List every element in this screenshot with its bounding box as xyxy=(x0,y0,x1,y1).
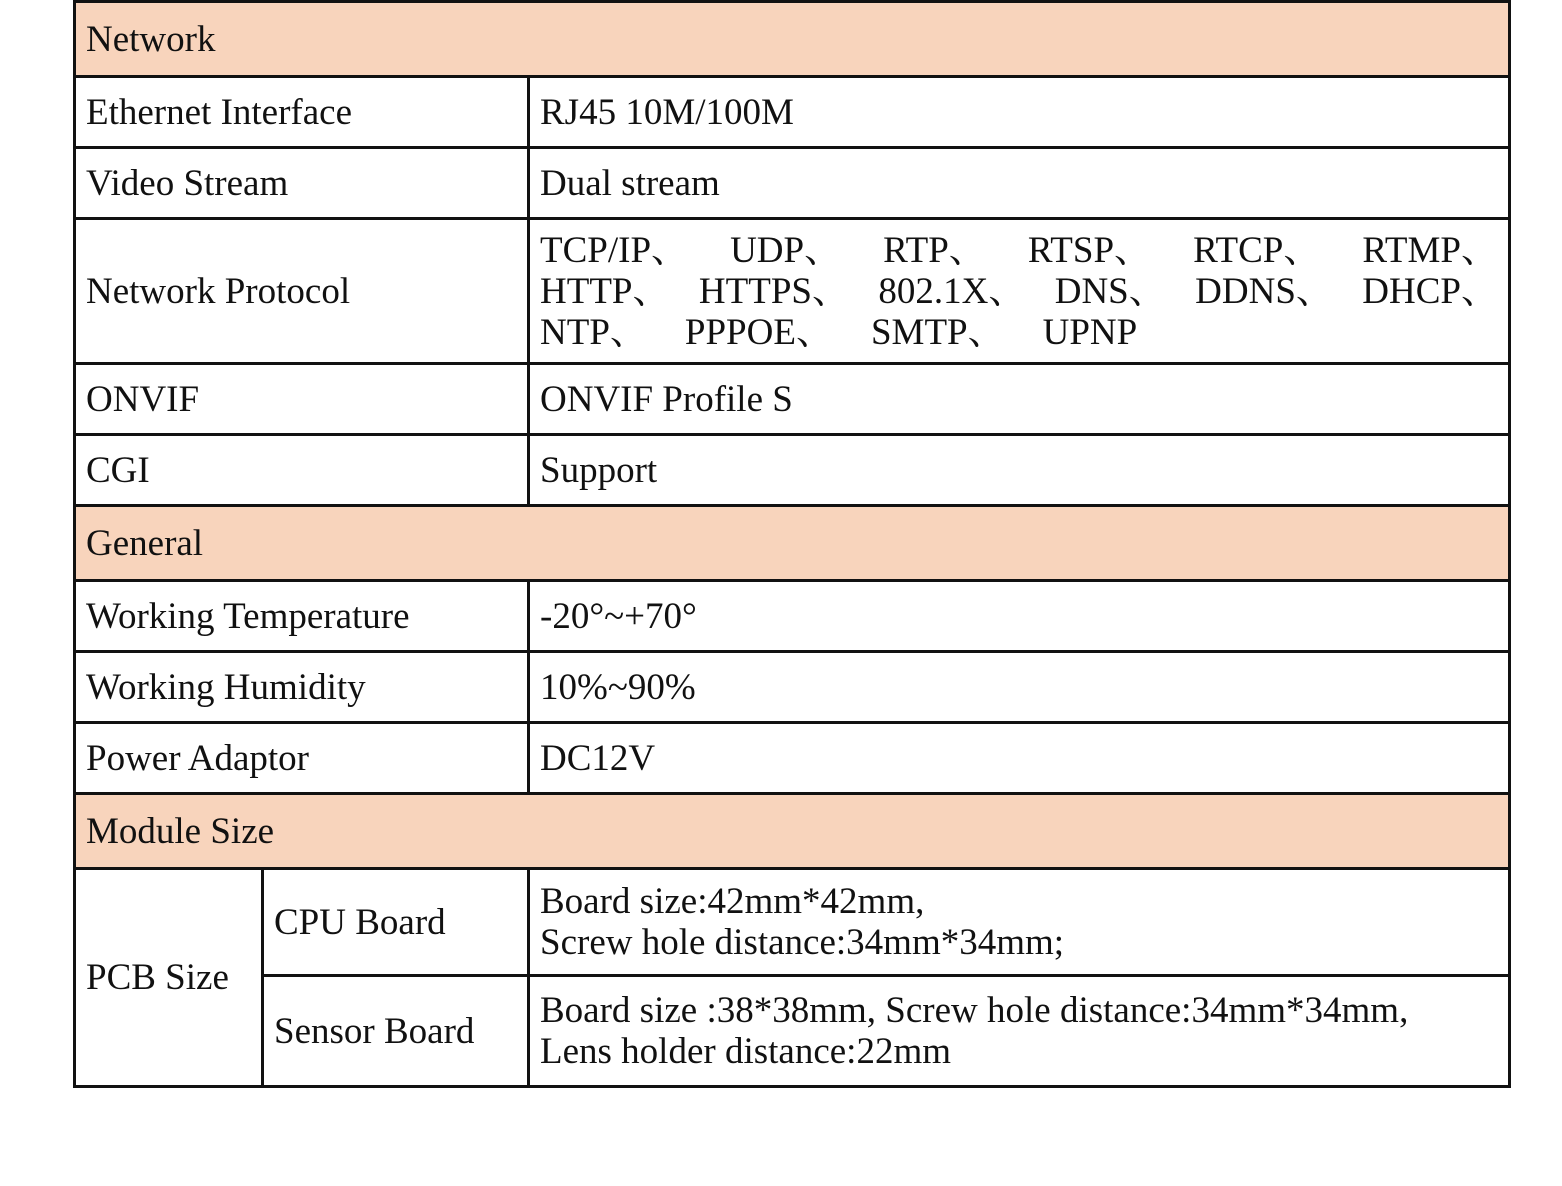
sensor-board-line: Board size :38*38mm, Screw hole distance:34mm*34mm, xyxy=(540,990,1409,1031)
protocol-line-2 xyxy=(540,271,1498,312)
spec-label-humidity: Working Humidity xyxy=(75,652,529,723)
protocol-item: RTSP、 xyxy=(1027,229,1152,271)
spec-label-onvif: ONVIF xyxy=(75,364,529,435)
spec-value-temperature: -20°~+70° xyxy=(529,581,1510,652)
section-title-network: Network xyxy=(75,2,1510,77)
protocol-line-3 xyxy=(540,312,1498,353)
protocol-item: PPPOE、 xyxy=(684,311,833,353)
spec-label-cpu-board: CPU Board xyxy=(263,869,529,976)
spec-row-onvif xyxy=(75,364,1510,435)
spec-label-ethernet: Ethernet Interface xyxy=(75,77,529,148)
spec-table xyxy=(73,0,1511,1088)
spec-row-cgi xyxy=(75,435,1510,506)
protocol-item: RTCP、 xyxy=(1193,229,1321,271)
spec-row-protocol xyxy=(75,219,1510,364)
protocol-item: HTTPS、 xyxy=(698,270,849,312)
spec-value-power: DC12V xyxy=(529,723,1510,794)
spec-row-humidity xyxy=(75,652,1510,723)
spec-row-ethernet xyxy=(75,77,1510,148)
protocol-item: RTP、 xyxy=(883,229,986,271)
protocol-line-1 xyxy=(540,230,1498,271)
protocol-item: TCP/IP、 xyxy=(540,229,689,271)
spec-row-cpu-board xyxy=(75,869,1510,976)
protocol-item: DDNS、 xyxy=(1195,270,1333,312)
spec-row-video-stream xyxy=(75,148,1510,219)
spec-label-cgi: CGI xyxy=(75,435,529,506)
section-row-network xyxy=(75,2,1510,77)
protocol-item: 802.1X、 xyxy=(878,270,1026,312)
spec-label-pcb-size: PCB Size xyxy=(75,869,263,1087)
section-row-general xyxy=(75,506,1510,581)
spec-value-sensor-board xyxy=(529,976,1510,1087)
cpu-board-line: Screw hole distance:34mm*34mm; xyxy=(540,922,1065,963)
spec-value-protocol xyxy=(529,219,1510,364)
protocol-item: UDP、 xyxy=(730,229,842,271)
spec-value-cpu-board xyxy=(529,869,1510,976)
spec-row-temperature xyxy=(75,581,1510,652)
spec-row-sensor-board xyxy=(75,976,1510,1087)
protocol-item: DHCP、 xyxy=(1362,270,1498,312)
spec-label-power: Power Adaptor xyxy=(75,723,529,794)
protocol-item: RTMP、 xyxy=(1362,229,1498,271)
spec-label-video-stream: Video Stream xyxy=(75,148,529,219)
spec-row-power xyxy=(75,723,1510,794)
protocol-item: NTP、 xyxy=(540,311,647,353)
sensor-board-line: Lens holder distance:22mm xyxy=(540,1031,952,1072)
protocol-item: HTTP、 xyxy=(540,270,670,312)
section-row-module-size xyxy=(75,794,1510,869)
spec-value-onvif: ONVIF Profile S xyxy=(529,364,1510,435)
spec-value-humidity: 10%~90% xyxy=(529,652,1510,723)
spec-label-sensor-board: Sensor Board xyxy=(263,976,529,1087)
section-title-module-size: Module Size xyxy=(75,794,1510,869)
spec-label-temperature: Working Temperature xyxy=(75,581,529,652)
section-title-general: General xyxy=(75,506,1510,581)
protocol-item: DNS、 xyxy=(1054,270,1166,312)
protocol-item: SMTP、 xyxy=(870,311,1005,353)
spec-value-ethernet: RJ45 10M/100M xyxy=(529,77,1510,148)
spec-label-protocol: Network Protocol xyxy=(75,219,529,364)
spec-value-cgi: Support xyxy=(529,435,1510,506)
protocol-item: UPNP xyxy=(1042,311,1138,353)
spec-value-video-stream: Dual stream xyxy=(529,148,1510,219)
cpu-board-line: Board size:42mm*42mm, xyxy=(540,881,925,922)
